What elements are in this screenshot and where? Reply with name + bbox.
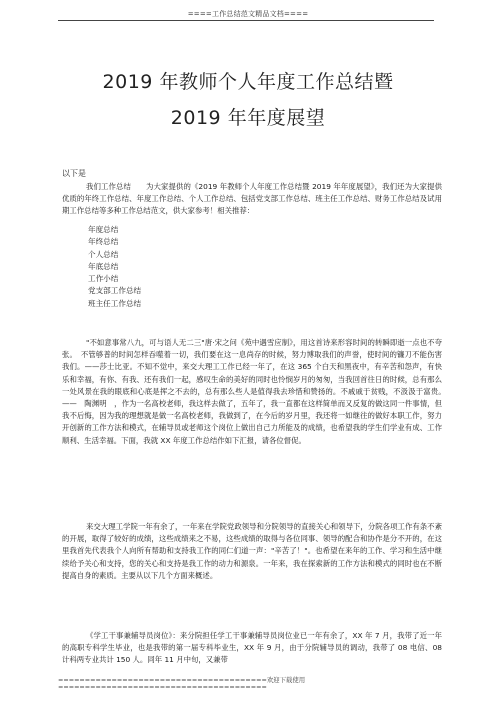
- footer-line-1: =======================================欢迎下载使用: [58, 676, 306, 684]
- document-title-line-2: 2019 年年度展望: [170, 107, 326, 129]
- intro-paragraph: 我们工作总结 为大家提供的《2019 年教师个人年度工作总结暨 2019 年年度展望》，我们还为大家提供优质的年终工作总结、年度工作总结、个人工作总结、包括党支部工作总结、班主任工作总结、财务工作总结及试用期工作总结等多种工作总结范文，供大家参考！相关推荐：: [62, 182, 442, 216]
- related-item: 年终总结: [88, 237, 119, 247]
- body-paragraph-3: 来交大理工学院一年有余了，一年来在学院党政领导和分院领导的直接关心和领导下，分院各项工作有条不紊的开展，取得了较好的成绩，这些成绩来之不易，这些成绩的取得与各位同事、领导的配合和协作是分不开的，在这里我首先代表我个人向所有帮助和支持我工作的同仁们道一声："辛苦了！"。也希望在来年的工作、学习和生活中继续给予关心和支持，您的关心和支持是我工作的动力和源泉。一年来，我在探索新的工作方法和模式的同时也在不断提高自身的素质。主要从以下几个方面来概述。: [62, 522, 442, 580]
- header-rule: [58, 20, 434, 21]
- body-paragraph-2: "不如意事常八九，可与语人无二三"唐·宋之问《苑中遇雪应制》，用这首诗来形容时间的转瞬即逝一点也不夸张。 不管够普的时间怎样吞噬着一切，我们要在这一息尚存的时候，努力博取我们的声誉，使时间的镰刀不能伤害我们。——莎士比亚。不知不觉中，来交大理工工作已经一年了，在这 365 个白天和黑夜中，有辛苦和怨声，有快乐和幸福，有你、有我、还有我们一起，感叹生命的美好的同时也怜悯岁月的匆匆，当我回首往日的时候，总有那么一处风景在我的眼底和心底是挥之不去的，总有那么些人是值得我去珍惜和赞扬的。不戚戚于贫贱，不汲汲于富贵。 —— 陶渊明 ，作为一名高校老师，我这样去做了，五年了，我一直都在这样简单而又反复的做这同一件事情，但我不后悔，因为我的理想就是做一名高校老师，我做到了，在今后的岁月里，我还将一如继往的做好本职工作，努力开创新的工作方法和模式，在辅导员或老师这个岗位上做出自己力所能及的成绩，也希望我的学生们学业有成、工作顺利、生活幸福。下面，我就 XX 年度工作总结作如下汇报，请各位督促。: [62, 338, 450, 445]
- related-item: 班主任工作总结: [88, 298, 142, 308]
- related-item: 工作小结: [88, 274, 119, 284]
- footer-line-2: =======================================: [58, 683, 267, 691]
- related-item: 个人总结: [88, 249, 119, 259]
- related-list: [88, 224, 141, 310]
- related-item: 党支部工作总结: [88, 286, 142, 296]
- page-footer: [58, 677, 305, 691]
- related-item: 年度总结: [88, 225, 119, 234]
- page-header: ====工作总结范文精品文档====: [187, 10, 309, 18]
- body-paragraph-4: 《学工干事兼辅导员岗位》：来分院担任学工干事兼辅导员岗位业已一年有余了，XX 年 7 月，我带了近一年的高职专科学生毕业，也是我带的第一届专科毕业生，XX 年 9 月，由于分院辅导员的调动，我带了 08 电信、08 计科两专业共计 150 人。同年 11 月中旬，又兼带: [62, 631, 442, 665]
- document-title-line-1: 2019 年教师个人年度工作总结暨: [102, 71, 394, 93]
- related-item: 年底总结: [88, 261, 119, 271]
- intro-label: 以下是: [62, 169, 86, 178]
